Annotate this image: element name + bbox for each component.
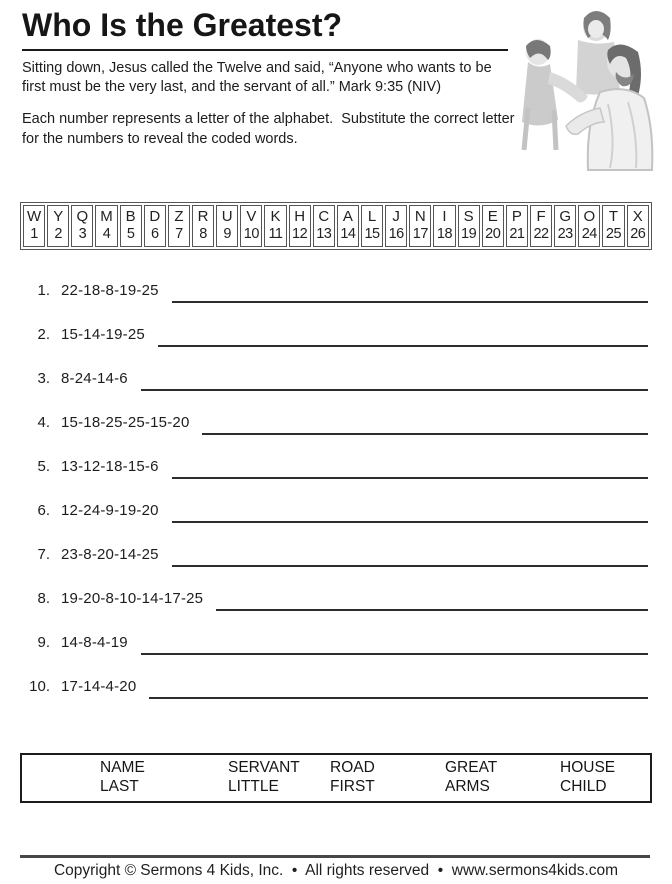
decoder-key-table	[20, 202, 652, 250]
key-number: 23	[557, 226, 573, 242]
key-cell	[506, 205, 528, 247]
puzzle-number: 1.	[37, 282, 50, 299]
key-letter: R	[197, 208, 209, 225]
bank-word: NAME	[100, 759, 145, 776]
answer-blank-line	[149, 695, 648, 699]
puzzle-number: 4.	[37, 414, 50, 431]
key-number: 18	[436, 226, 453, 242]
key-cell	[168, 205, 190, 247]
footer-divider	[20, 855, 650, 858]
key-letter: F	[536, 208, 546, 225]
puzzle-row-3	[22, 350, 648, 394]
key-cell	[385, 205, 407, 247]
key-letter: K	[270, 208, 281, 225]
bank-word: LITTLE	[228, 778, 279, 795]
key-letter: S	[463, 208, 474, 225]
key-letter: A	[342, 208, 353, 225]
key-number: 19	[461, 226, 477, 242]
answer-blank-line	[172, 299, 648, 303]
key-cell	[95, 205, 117, 247]
key-cell	[602, 205, 624, 247]
key-cell	[627, 205, 649, 247]
key-cell	[337, 205, 359, 247]
puzzle-code: 22-18-8-19-25	[61, 282, 159, 299]
key-letter: T	[608, 208, 619, 225]
key-number: 5	[126, 226, 135, 242]
answer-blank-line	[202, 431, 648, 435]
instructions-text: Each number represents a letter of the alphabet. Substitute the correct letter for the numbers to reveal the coded words.	[22, 111, 519, 147]
key-number: 8	[199, 226, 207, 242]
answer-blank-line	[141, 651, 648, 655]
key-cell	[313, 205, 335, 247]
key-cell	[530, 205, 552, 247]
word-bank	[20, 753, 652, 803]
jesus-with-children-illustration	[504, 0, 664, 174]
puzzle-row-6	[22, 482, 648, 526]
puzzle-number: 7.	[37, 546, 50, 563]
key-number: 24	[581, 226, 597, 242]
puzzle-row-10	[22, 658, 648, 702]
puzzle-code: 15-14-19-25	[61, 326, 145, 343]
answer-blank-line	[172, 563, 648, 567]
key-letter: Y	[53, 208, 64, 225]
bank-word: ARMS	[445, 778, 490, 795]
puzzle-row-9	[22, 614, 648, 658]
key-cell	[578, 205, 600, 247]
key-letter: V	[246, 208, 257, 225]
key-cell	[409, 205, 431, 247]
bank-word: FIRST	[330, 778, 375, 795]
key-cell	[433, 205, 455, 247]
key-cell	[47, 205, 69, 247]
key-letter: W	[26, 208, 42, 225]
puzzle-code: 12-24-9-19-20	[61, 502, 159, 519]
key-letter: Z	[174, 208, 184, 225]
header	[22, 8, 522, 162]
key-letter: E	[487, 208, 498, 225]
answer-blank-line	[172, 475, 648, 479]
bank-word: SERVANT	[228, 759, 300, 776]
key-cell	[23, 205, 45, 247]
key-number: 26	[630, 226, 646, 242]
puzzle-code: 17-14-4-20	[61, 678, 137, 695]
key-cell	[144, 205, 166, 247]
key-letter: M	[100, 208, 113, 225]
key-number: 13	[316, 226, 332, 242]
key-number: 7	[175, 226, 183, 242]
key-letter: B	[125, 208, 136, 225]
key-cell	[71, 205, 93, 247]
key-number: 20	[485, 226, 501, 242]
key-cell	[554, 205, 576, 247]
puzzle-number: 5.	[37, 458, 50, 475]
key-cell	[458, 205, 480, 247]
puzzle-code: 23-8-20-14-25	[61, 546, 159, 563]
scripture-verse: Sitting down, Jesus called the Twelve and said, “Anyone who wants to be first must be the very last, and the servant of all.” Mark 9:35 (NIV)	[22, 60, 496, 96]
copyright-text: Copyright © Sermons 4 Kids, Inc. • All rights reserved • www.sermons4kids.com	[53, 862, 619, 879]
key-cell	[216, 205, 238, 247]
key-letter: C	[318, 208, 330, 225]
key-number: 6	[150, 226, 159, 242]
key-number: 12	[292, 226, 308, 242]
puzzle-number: 3.	[37, 370, 50, 387]
key-cell	[289, 205, 311, 247]
puzzle-row-4	[22, 394, 648, 438]
puzzle-number: 10.	[29, 678, 50, 695]
puzzle-row-5	[22, 438, 648, 482]
puzzle-number: 6.	[37, 502, 50, 519]
key-number: 11	[268, 226, 283, 242]
key-number: 21	[509, 226, 525, 242]
key-letter: J	[392, 208, 400, 225]
decoder-key-row	[23, 205, 649, 247]
key-letter: X	[632, 208, 643, 225]
key-number: 17	[412, 226, 428, 242]
key-number: 3	[78, 226, 87, 242]
page-title: Who Is the Greatest?	[22, 7, 343, 43]
puzzle-code: 8-24-14-6	[61, 370, 128, 387]
key-number: 4	[102, 226, 111, 242]
puzzle-row-2	[22, 306, 648, 350]
key-number: 2	[54, 226, 62, 242]
puzzle-code: 13-12-18-15-6	[61, 458, 159, 475]
puzzle-number: 9.	[37, 634, 50, 651]
key-number: 16	[388, 226, 404, 242]
answer-blank-line	[172, 519, 648, 523]
key-number: 15	[364, 226, 380, 242]
answer-blank-line	[141, 387, 648, 391]
answer-blank-line	[216, 607, 648, 611]
key-cell	[361, 205, 383, 247]
key-letter: G	[559, 208, 571, 225]
puzzle-number: 2.	[37, 326, 50, 343]
key-letter: P	[511, 208, 522, 225]
title-underline	[22, 49, 508, 51]
key-number: 9	[223, 226, 231, 242]
bank-word: ROAD	[330, 759, 375, 776]
key-cell	[120, 205, 142, 247]
bank-word: GREAT	[445, 759, 498, 776]
key-number: 22	[533, 226, 549, 242]
key-cell	[192, 205, 214, 247]
key-letter: Q	[76, 208, 89, 225]
answer-blank-line	[158, 343, 648, 347]
bank-word: CHILD	[560, 778, 607, 795]
key-number: 25	[605, 226, 622, 242]
key-cell	[264, 205, 286, 247]
bank-word: HOUSE	[560, 759, 616, 776]
key-letter: L	[367, 208, 377, 225]
key-letter: H	[294, 208, 306, 225]
key-letter: U	[221, 208, 233, 225]
puzzle-row-8	[22, 570, 648, 614]
puzzle-code: 19-20-8-10-14-17-25	[61, 590, 204, 607]
key-number: 10	[243, 226, 259, 242]
puzzle-code: 15-18-25-25-15-20	[61, 414, 190, 431]
key-cell	[240, 205, 262, 247]
puzzle-list	[22, 262, 648, 702]
key-letter: I	[442, 208, 447, 225]
puzzle-code: 14-8-4-19	[61, 634, 128, 651]
bank-word: LAST	[100, 778, 139, 795]
puzzle-row-7	[22, 526, 648, 570]
puzzle-row-1	[22, 262, 648, 306]
key-letter: N	[414, 208, 426, 225]
key-letter: D	[149, 208, 161, 225]
puzzle-number: 8.	[37, 590, 50, 607]
key-letter: O	[583, 208, 596, 225]
key-number: 14	[340, 226, 356, 242]
key-cell	[482, 205, 504, 247]
key-number: 1	[30, 226, 38, 242]
